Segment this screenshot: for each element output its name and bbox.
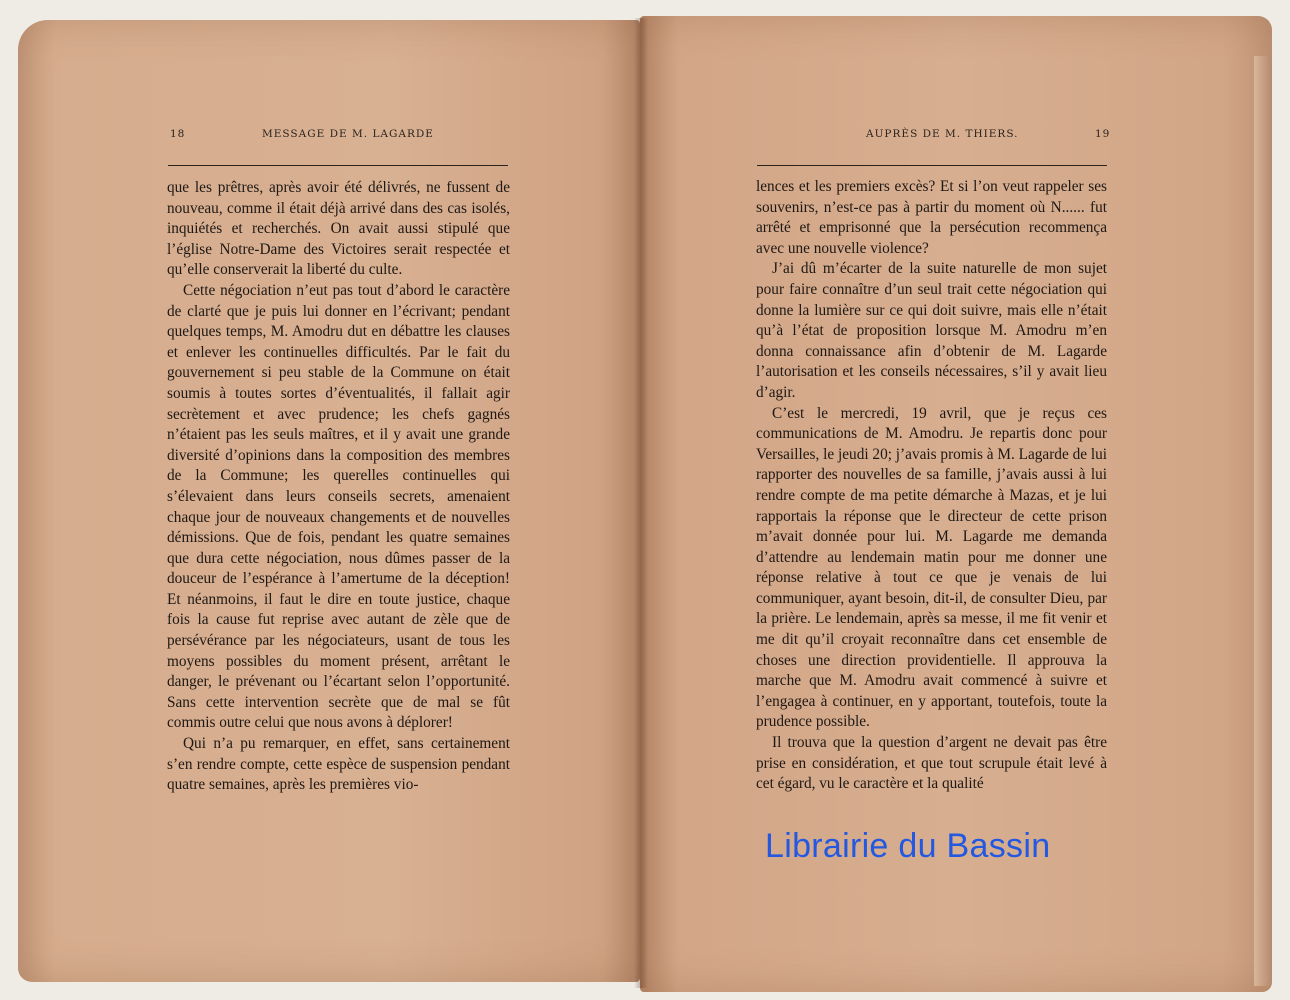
paragraph: Qui n’a pu remarquer, en effet, sans certainement s’en rendre compte, cette espèce de suspension pendant quatre semaines, après les premières vio- xyxy=(167,735,510,794)
right-header-rule xyxy=(757,165,1107,166)
left-header-rule xyxy=(168,165,508,166)
left-body-text xyxy=(167,178,510,796)
left-page-number: 18 xyxy=(170,128,186,140)
paragraph: que les prêtres, après avoir été délivrés, ne fussent de nouveau, comme il était déjà arrivé dans des cas isolés, inquiétés et recherchés. On avait aussi stipulé que l’église Notre-Dame des Victoires serait respectée et qu’elle conserverait la liberté du culte. xyxy=(167,179,510,279)
paragraph: Cette négociation n’eut pas tout d’abord le caractère de clarté que je puis lui donner en l’écrivant; pendant quelques temps, M. Amodru dut en débattre les clauses et enlever les continuelles difficultés. Par le fait du gouvernement si peu stable de la Commune on était soumis à toutes sortes d’éventualités, il fallait agir secrètement et avec prudence; les chefs gagnés n’étaient pas les seuls maîtres, et il y avait une grande diversité d’opinions dans la composition des membres de la Commune; les querelles continuelles qui s’élevaient dans leurs conseils secrets, amenaient chaque jour de nouveaux changements et de nouvelles démissions. Que de fois, pendant les quatre semaines que dura cette négociation, nous dûmes passer de la douceur de l’espérance à l’amertume de la déception! Et néanmoins, il faut le dire en toute justice, chaque fois la cause fut reprise avec autant de zèle que de persévérance par les négociateurs, usant de tous les moyens possibles du moment présent, arrêtant le danger, le prévenant ou l’écartant selon l’opportunité. Sans cette intervention secrète que de mal se fût commis outre celui que nous avons à déplorer! xyxy=(167,281,510,732)
paragraph: J’ai dû m’écarter de la suite naturelle de mon sujet pour faire connaître d’un seul trait cette négociation qui donne la lumière sur ce qui doit suivre, mais elle n’était qu’à l’état de proposition lorsque M. Amodru m’en donna connaissance afin d’obtenir de M. Lagarde l’autorisation et les conseils nécessaires, s’il y avait lieu d’agir. xyxy=(756,260,1107,401)
right-body-text xyxy=(756,177,1107,795)
right-running-head: AUPRÈS DE M. THIERS. xyxy=(866,128,1019,140)
right-page-number: 19 xyxy=(1095,128,1111,140)
paragraph: C’est le mercredi, 19 avril, que je reçus ces communications de M. Amodru. Je repartis donc pour Versailles, le jeudi 20; j’avais promis à M. Lagarde de lui rapporter des nouvelles de sa famille, j’avais aussi à lui rendre compte de ma petite démarche à Mazas, et je lui rapportais la réponse que le directeur de cette prison m’avait donnée pour lui. M. Lagarde me demanda d’attendre au lendemain matin pour me donner une réponse relative à tout ce que je venais de lui communiquer, ayant besoin, dit-il, de consulter Dieu, par la prière. Le lendemain, après sa messe, il me fit venir et me dit qu’il croyait reconnaître dans cet ensemble de choses une direction providentielle. Il approuva la marche que M. Amodru avait commencé à suivre et l’engagea à continuer, en y apportant, toutefois, toute la prudence possible. xyxy=(756,404,1107,731)
seller-watermark: Librairie du Bassin xyxy=(765,827,1051,865)
paragraph: Il trouva que la question d’argent ne devait pas être prise en considération, et que tout scrupule était levé à cet égard, vu le caractère et la qualité xyxy=(756,734,1107,793)
book-gutter xyxy=(634,18,648,988)
paragraph: lences et les premiers excès? Et si l’on veut rappeler ses souvenirs, n’est-ce pas à partir du moment où N...... fut arrêté et emprisonné que la persécution recommença avec une nouvelle violence? xyxy=(756,178,1107,257)
page-edge xyxy=(1254,56,1272,986)
left-running-head: MESSAGE DE M. LAGARDE xyxy=(262,128,434,140)
